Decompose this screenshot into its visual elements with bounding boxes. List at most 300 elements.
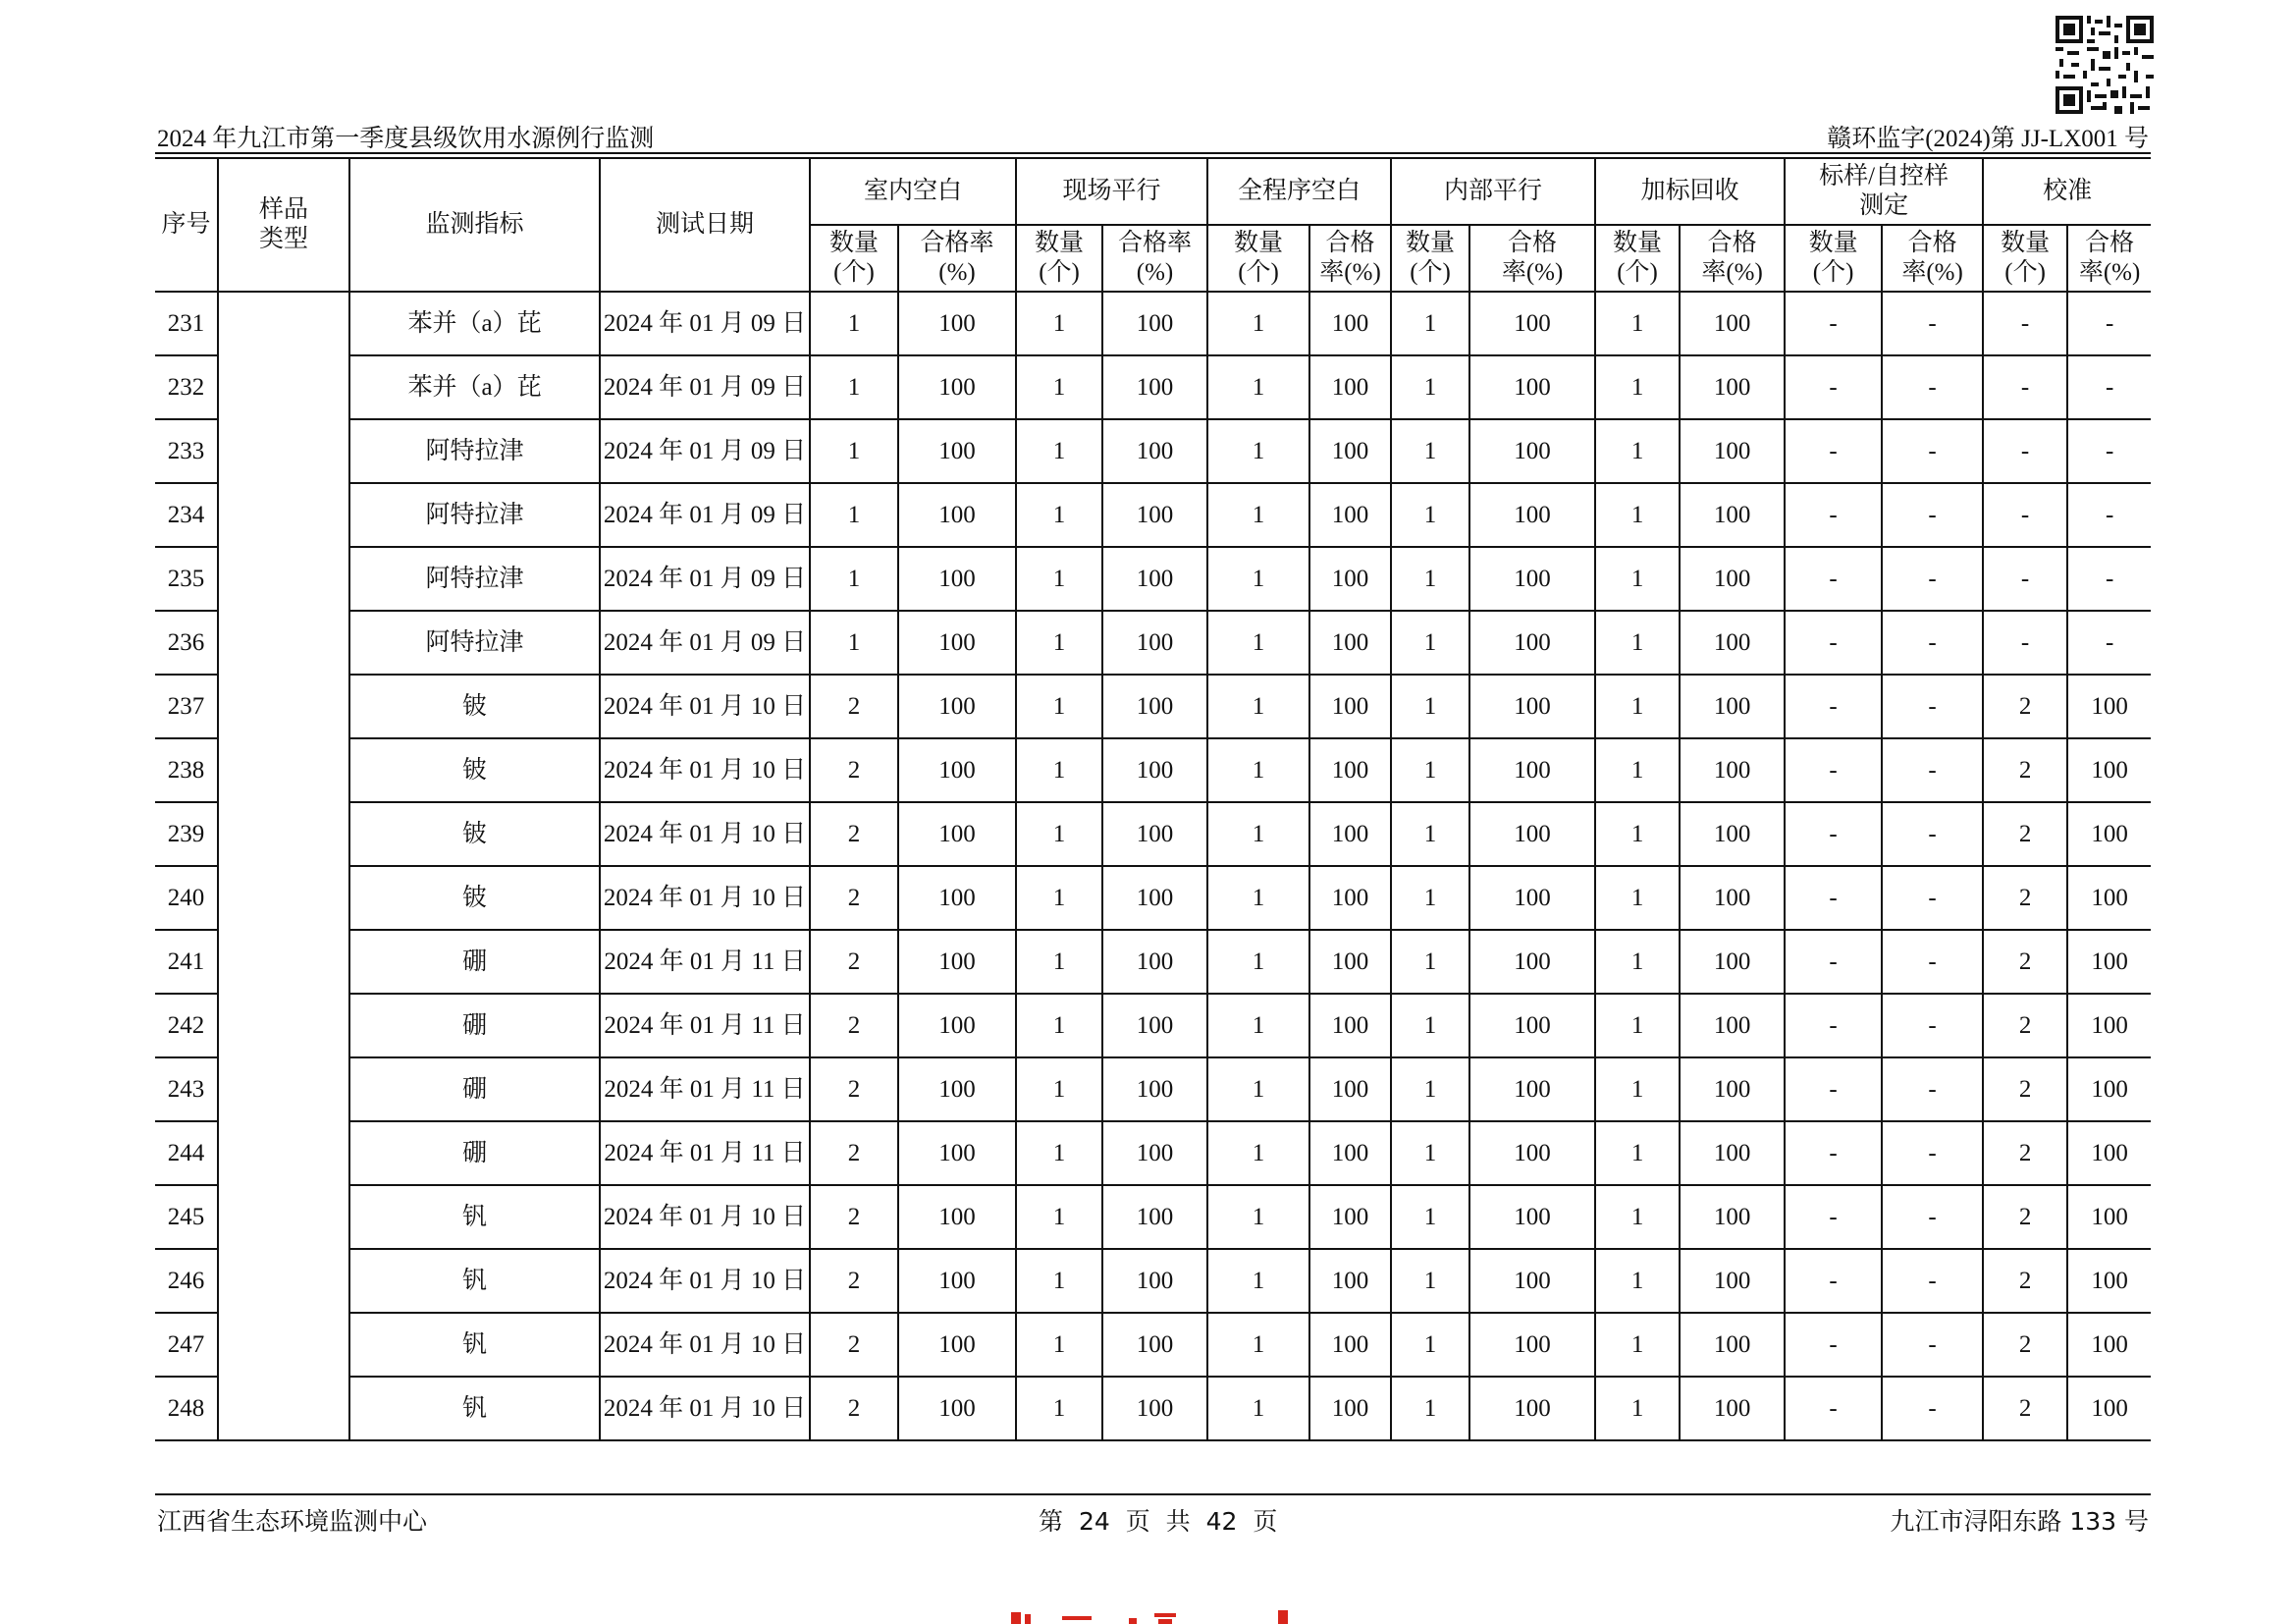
cell-count: 1: [1207, 930, 1309, 994]
cell-pass-rate: 100: [1309, 994, 1391, 1057]
cell-pass-rate: 100: [1469, 1249, 1595, 1313]
cell-pass-rate: 100: [1102, 994, 1207, 1057]
row-test-date: 2024 年 01 月 10 日: [600, 1249, 810, 1313]
row-seq: 236: [155, 611, 218, 675]
cell-count: 1: [1016, 1313, 1102, 1377]
cell-pass-rate: 100: [898, 483, 1016, 547]
table-row: [155, 1249, 2151, 1313]
cell-count: 1: [1207, 355, 1309, 419]
row-indicator: 硼: [349, 1121, 600, 1185]
sub-header-count: 数量 (个): [1595, 225, 1680, 292]
cell-count: 1: [1016, 483, 1102, 547]
cell-count: 2: [1983, 675, 2067, 738]
cell-count: 1: [1016, 1121, 1102, 1185]
cell-count: 1: [1595, 611, 1680, 675]
cell-pass-rate: 100: [2067, 1121, 2151, 1185]
cell-pass-rate: 100: [2067, 1249, 2151, 1313]
sub-header-rate: 合格率 (%): [1102, 225, 1207, 292]
official-seal-stamp: [1011, 1610, 1296, 1624]
row-test-date: 2024 年 01 月 09 日: [600, 292, 810, 355]
cell-count: 1: [1016, 1185, 1102, 1249]
sub-header-rate: 合格 率(%): [2067, 225, 2151, 292]
cell-pass-rate: 100: [1102, 355, 1207, 419]
row-seq: 234: [155, 483, 218, 547]
cell-count: -: [1983, 292, 2067, 355]
cell-pass-rate: 100: [1469, 866, 1595, 930]
cell-pass-rate: 100: [1469, 738, 1595, 802]
row-indicator: 阿特拉津: [349, 483, 600, 547]
cell-pass-rate: 100: [898, 419, 1016, 483]
cell-pass-rate: -: [2067, 547, 2151, 611]
cell-pass-rate: 100: [1309, 1249, 1391, 1313]
row-seq: 242: [155, 994, 218, 1057]
cell-count: 1: [1595, 483, 1680, 547]
sub-header-rate: 合格 率(%): [1882, 225, 1983, 292]
row-test-date: 2024 年 01 月 11 日: [600, 994, 810, 1057]
cell-count: 2: [1983, 930, 2067, 994]
row-seq: 231: [155, 292, 218, 355]
cell-pass-rate: 100: [1680, 483, 1785, 547]
cell-count: -: [1785, 292, 1882, 355]
cell-count: -: [1785, 1313, 1882, 1377]
cell-count: 1: [1391, 994, 1469, 1057]
cell-count: 1: [1016, 866, 1102, 930]
cell-count: 1: [1595, 675, 1680, 738]
group-header-standard-sample: 标样/自控样 测定: [1785, 158, 1983, 225]
cell-count: 2: [1983, 1057, 2067, 1121]
cell-pass-rate: -: [1882, 675, 1983, 738]
group-header-spike-recovery: 加标回收: [1595, 158, 1785, 225]
cell-pass-rate: -: [1882, 1249, 1983, 1313]
row-test-date: 2024 年 01 月 09 日: [600, 611, 810, 675]
cell-pass-rate: 100: [1102, 547, 1207, 611]
cell-count: 1: [1391, 1185, 1469, 1249]
cell-pass-rate: -: [2067, 483, 2151, 547]
row-test-date: 2024 年 01 月 10 日: [600, 1377, 810, 1440]
row-test-date: 2024 年 01 月 10 日: [600, 738, 810, 802]
cell-count: -: [1983, 355, 2067, 419]
sub-header-rate: 合格 率(%): [1680, 225, 1785, 292]
cell-count: 2: [810, 1185, 898, 1249]
table-row: [155, 419, 2151, 483]
row-indicator: 阿特拉津: [349, 547, 600, 611]
cell-count: 1: [1016, 292, 1102, 355]
row-indicator: 铍: [349, 738, 600, 802]
cell-pass-rate: 100: [1680, 1185, 1785, 1249]
cell-pass-rate: 100: [2067, 930, 2151, 994]
cell-pass-rate: 100: [898, 1121, 1016, 1185]
cell-pass-rate: 100: [1469, 1377, 1595, 1440]
cell-count: -: [1785, 738, 1882, 802]
cell-count: 1: [1391, 738, 1469, 802]
cell-pass-rate: 100: [1680, 1121, 1785, 1185]
table-row: [155, 675, 2151, 738]
cell-count: 1: [1391, 802, 1469, 866]
document-number: 赣环监字(2024)第 JJ-LX001 号: [1827, 126, 2149, 152]
row-test-date: 2024 年 01 月 10 日: [600, 1313, 810, 1377]
cell-pass-rate: 100: [898, 547, 1016, 611]
cell-pass-rate: 100: [1469, 547, 1595, 611]
table-row: [155, 1313, 2151, 1377]
group-header-lab-blank: 室内空白: [810, 158, 1016, 225]
row-test-date: 2024 年 01 月 11 日: [600, 1121, 810, 1185]
row-indicator: 硼: [349, 994, 600, 1057]
cell-count: -: [1983, 419, 2067, 483]
row-seq: 244: [155, 1121, 218, 1185]
cell-pass-rate: 100: [1309, 930, 1391, 994]
cell-pass-rate: 100: [1309, 292, 1391, 355]
cell-count: 1: [1391, 1249, 1469, 1313]
cell-pass-rate: 100: [1680, 355, 1785, 419]
cell-count: -: [1785, 1057, 1882, 1121]
cell-pass-rate: -: [1882, 1121, 1983, 1185]
cell-count: 1: [1207, 866, 1309, 930]
cell-pass-rate: 100: [2067, 1057, 2151, 1121]
cell-count: 2: [1983, 1249, 2067, 1313]
cell-pass-rate: 100: [898, 1249, 1016, 1313]
cell-count: 1: [810, 547, 898, 611]
cell-pass-rate: 100: [1680, 1377, 1785, 1440]
sub-header-count: 数量 (个): [1016, 225, 1102, 292]
qr-code: [2056, 16, 2154, 114]
group-header-internal-parallel: 内部平行: [1391, 158, 1595, 225]
row-test-date: 2024 年 01 月 11 日: [600, 930, 810, 994]
cell-count: 2: [810, 1057, 898, 1121]
table-row: [155, 802, 2151, 866]
cell-count: 1: [1016, 802, 1102, 866]
cell-pass-rate: -: [2067, 611, 2151, 675]
row-indicator: 钒: [349, 1313, 600, 1377]
cell-count: 1: [1207, 483, 1309, 547]
cell-count: 2: [810, 1313, 898, 1377]
cell-count: 1: [1391, 1377, 1469, 1440]
row-indicator: 硼: [349, 930, 600, 994]
cell-pass-rate: -: [1882, 1313, 1983, 1377]
cell-pass-rate: -: [1882, 738, 1983, 802]
row-seq: 245: [155, 1185, 218, 1249]
cell-pass-rate: 100: [898, 1185, 1016, 1249]
cell-count: 2: [810, 1377, 898, 1440]
cell-count: 2: [1983, 1313, 2067, 1377]
cell-pass-rate: 100: [1102, 738, 1207, 802]
cell-count: -: [1785, 547, 1882, 611]
cell-pass-rate: 100: [1102, 292, 1207, 355]
cell-pass-rate: 100: [1469, 1185, 1595, 1249]
cell-pass-rate: 100: [1680, 611, 1785, 675]
cell-pass-rate: 100: [1102, 611, 1207, 675]
cell-pass-rate: 100: [1680, 994, 1785, 1057]
cell-pass-rate: -: [2067, 419, 2151, 483]
cell-pass-rate: 100: [2067, 1313, 2151, 1377]
row-seq: 243: [155, 1057, 218, 1121]
cell-pass-rate: 100: [898, 1057, 1016, 1121]
cell-count: 1: [1391, 675, 1469, 738]
cell-pass-rate: 100: [1680, 802, 1785, 866]
cell-pass-rate: 100: [1309, 483, 1391, 547]
sub-header-count: 数量 (个): [1785, 225, 1882, 292]
cell-pass-rate: 100: [898, 738, 1016, 802]
row-seq: 241: [155, 930, 218, 994]
cell-count: 1: [1207, 547, 1309, 611]
cell-count: 2: [810, 1121, 898, 1185]
cell-pass-rate: 100: [1102, 1185, 1207, 1249]
cell-count: 1: [1391, 483, 1469, 547]
table-row: [155, 1185, 2151, 1249]
cell-count: 1: [1391, 355, 1469, 419]
row-seq: 248: [155, 1377, 218, 1440]
table-row: [155, 611, 2151, 675]
cell-pass-rate: 100: [1309, 1185, 1391, 1249]
cell-count: -: [1785, 675, 1882, 738]
cell-count: -: [1785, 1185, 1882, 1249]
cell-count: 1: [1595, 547, 1680, 611]
cell-pass-rate: 100: [1102, 930, 1207, 994]
row-test-date: 2024 年 01 月 09 日: [600, 483, 810, 547]
cell-count: 1: [1595, 866, 1680, 930]
sub-header-count: 数量 (个): [1983, 225, 2067, 292]
cell-count: -: [1785, 866, 1882, 930]
cell-count: 2: [810, 1249, 898, 1313]
cell-pass-rate: -: [2067, 292, 2151, 355]
cell-count: 2: [810, 802, 898, 866]
cell-pass-rate: -: [1882, 1377, 1983, 1440]
cell-pass-rate: 100: [1469, 611, 1595, 675]
cell-pass-rate: 100: [1309, 547, 1391, 611]
row-seq: 240: [155, 866, 218, 930]
cell-count: 1: [1207, 1377, 1309, 1440]
cell-count: 1: [1207, 1057, 1309, 1121]
cell-pass-rate: -: [1882, 355, 1983, 419]
cell-pass-rate: 100: [1469, 1057, 1595, 1121]
cell-count: 1: [1595, 419, 1680, 483]
cell-count: 1: [1207, 611, 1309, 675]
cell-count: 1: [1595, 930, 1680, 994]
cell-pass-rate: -: [1882, 419, 1983, 483]
cell-pass-rate: 100: [1469, 675, 1595, 738]
row-test-date: 2024 年 01 月 10 日: [600, 802, 810, 866]
cell-count: 2: [810, 866, 898, 930]
table-row: [155, 547, 2151, 611]
row-indicator: 苯并（a）芘: [349, 355, 600, 419]
row-indicator: 钒: [349, 1377, 600, 1440]
cell-count: -: [1785, 802, 1882, 866]
cell-pass-rate: 100: [1309, 1313, 1391, 1377]
cell-pass-rate: 100: [898, 930, 1016, 994]
cell-count: 1: [810, 292, 898, 355]
row-seq: 238: [155, 738, 218, 802]
cell-pass-rate: -: [2067, 355, 2151, 419]
cell-pass-rate: 100: [1680, 419, 1785, 483]
cell-count: -: [1785, 1121, 1882, 1185]
cell-pass-rate: 100: [1469, 1121, 1595, 1185]
cell-count: 1: [1207, 675, 1309, 738]
cell-count: 1: [1207, 1185, 1309, 1249]
cell-pass-rate: -: [1882, 292, 1983, 355]
cell-pass-rate: 100: [1469, 802, 1595, 866]
sub-header-count: 数量 (个): [1391, 225, 1469, 292]
table-row: [155, 994, 2151, 1057]
cell-count: -: [1983, 611, 2067, 675]
cell-count: 1: [810, 355, 898, 419]
footer-rule: [155, 1493, 2151, 1495]
cell-count: 2: [810, 675, 898, 738]
cell-count: 1: [1595, 1313, 1680, 1377]
cell-pass-rate: -: [1882, 1185, 1983, 1249]
cell-count: 1: [1595, 1185, 1680, 1249]
cell-pass-rate: 100: [1469, 930, 1595, 994]
report-title: 2024 年九江市第一季度县级饮用水源例行监测: [157, 126, 655, 152]
row-seq: 233: [155, 419, 218, 483]
cell-pass-rate: 100: [898, 675, 1016, 738]
cell-pass-rate: 100: [1309, 1377, 1391, 1440]
cell-pass-rate: 100: [1309, 675, 1391, 738]
row-indicator: 钒: [349, 1249, 600, 1313]
table-row: [155, 1377, 2151, 1440]
group-header-calibration: 校准: [1983, 158, 2151, 225]
cell-pass-rate: 100: [1469, 292, 1595, 355]
cell-count: 1: [1016, 419, 1102, 483]
row-test-date: 2024 年 01 月 10 日: [600, 866, 810, 930]
table-row: [155, 1057, 2151, 1121]
cell-count: -: [1785, 483, 1882, 547]
cell-count: 2: [810, 994, 898, 1057]
cell-count: -: [1785, 1377, 1882, 1440]
sub-header-rate: 合格 率(%): [1469, 225, 1595, 292]
cell-pass-rate: 100: [1469, 483, 1595, 547]
cell-pass-rate: 100: [1680, 547, 1785, 611]
cell-pass-rate: 100: [1102, 1057, 1207, 1121]
cell-count: 2: [1983, 866, 2067, 930]
cell-count: 1: [1207, 1249, 1309, 1313]
group-header-full-blank: 全程序空白: [1207, 158, 1391, 225]
table-row: [155, 866, 2151, 930]
cell-count: 1: [1391, 547, 1469, 611]
cell-count: -: [1983, 483, 2067, 547]
cell-pass-rate: 100: [898, 994, 1016, 1057]
cell-pass-rate: 100: [1680, 292, 1785, 355]
cell-count: 1: [810, 483, 898, 547]
cell-count: 1: [1391, 1121, 1469, 1185]
footer-page-number: 第 24 页 共 42 页: [1039, 1507, 1278, 1536]
cell-pass-rate: 100: [898, 866, 1016, 930]
cell-pass-rate: 100: [1102, 419, 1207, 483]
cell-pass-rate: 100: [1680, 1249, 1785, 1313]
cell-pass-rate: 100: [1309, 419, 1391, 483]
cell-count: 1: [1391, 292, 1469, 355]
cell-pass-rate: 100: [1309, 866, 1391, 930]
table-row: [155, 355, 2151, 419]
cell-count: -: [1785, 930, 1882, 994]
cell-pass-rate: 100: [1680, 675, 1785, 738]
cell-pass-rate: 100: [898, 1377, 1016, 1440]
cell-count: 1: [1207, 738, 1309, 802]
cell-count: 1: [1016, 930, 1102, 994]
cell-pass-rate: 100: [2067, 866, 2151, 930]
cell-count: 1: [1016, 1377, 1102, 1440]
table-row: [155, 930, 2151, 994]
row-seq: 247: [155, 1313, 218, 1377]
row-seq: 235: [155, 547, 218, 611]
cell-pass-rate: 100: [1309, 355, 1391, 419]
row-indicator: 铍: [349, 866, 600, 930]
cell-count: -: [1785, 994, 1882, 1057]
table-row: [155, 483, 2151, 547]
row-indicator: 铍: [349, 802, 600, 866]
table-row: [155, 1121, 2151, 1185]
group-header-field-parallel: 现场平行: [1016, 158, 1207, 225]
col-seq-header: 序号: [155, 158, 218, 292]
cell-pass-rate: 100: [2067, 1185, 2151, 1249]
table-body: [155, 292, 2151, 1440]
cell-pass-rate: -: [1882, 802, 1983, 866]
row-indicator: 铍: [349, 675, 600, 738]
cell-pass-rate: 100: [2067, 1377, 2151, 1440]
cell-pass-rate: 100: [1102, 802, 1207, 866]
cell-pass-rate: 100: [1102, 1121, 1207, 1185]
cell-count: -: [1785, 1249, 1882, 1313]
row-indicator: 钒: [349, 1185, 600, 1249]
cell-pass-rate: -: [1882, 611, 1983, 675]
cell-count: 1: [1016, 611, 1102, 675]
cell-count: 2: [1983, 802, 2067, 866]
cell-count: -: [1785, 419, 1882, 483]
cell-count: 1: [1016, 1057, 1102, 1121]
cell-pass-rate: 100: [2067, 994, 2151, 1057]
cell-pass-rate: 100: [1102, 866, 1207, 930]
row-test-date: 2024 年 01 月 11 日: [600, 1057, 810, 1121]
cell-pass-rate: 100: [1309, 1121, 1391, 1185]
row-seq: 232: [155, 355, 218, 419]
cell-pass-rate: 100: [898, 292, 1016, 355]
cell-count: 1: [1016, 1249, 1102, 1313]
table-row: [155, 738, 2151, 802]
sub-header-count: 数量 (个): [1207, 225, 1309, 292]
cell-pass-rate: 100: [1309, 802, 1391, 866]
cell-count: 1: [1595, 802, 1680, 866]
cell-count: 2: [1983, 1377, 2067, 1440]
cell-count: 1: [1595, 1377, 1680, 1440]
cell-count: 1: [1207, 1121, 1309, 1185]
cell-pass-rate: 100: [1102, 1249, 1207, 1313]
cell-pass-rate: 100: [1680, 1057, 1785, 1121]
footer-organization: 江西省生态环境监测中心: [157, 1507, 428, 1536]
sample-type-cell: [218, 292, 349, 1440]
cell-count: 2: [1983, 738, 2067, 802]
cell-pass-rate: 100: [1469, 1313, 1595, 1377]
cell-pass-rate: 100: [1102, 1313, 1207, 1377]
row-indicator: 阿特拉津: [349, 419, 600, 483]
header-rule: [155, 152, 2151, 154]
sub-header-rate: 合格率 (%): [898, 225, 1016, 292]
row-test-date: 2024 年 01 月 09 日: [600, 355, 810, 419]
cell-count: 1: [1595, 355, 1680, 419]
cell-pass-rate: 100: [898, 611, 1016, 675]
cell-count: 1: [1595, 1249, 1680, 1313]
cell-pass-rate: 100: [1469, 419, 1595, 483]
cell-pass-rate: 100: [2067, 675, 2151, 738]
cell-count: -: [1785, 611, 1882, 675]
row-indicator: 苯并（a）芘: [349, 292, 600, 355]
cell-count: 1: [1391, 866, 1469, 930]
cell-count: 1: [1391, 611, 1469, 675]
cell-pass-rate: 100: [1309, 738, 1391, 802]
cell-count: 1: [1207, 419, 1309, 483]
row-seq: 237: [155, 675, 218, 738]
cell-count: 1: [1391, 419, 1469, 483]
cell-pass-rate: 100: [1102, 675, 1207, 738]
cell-count: 1: [1207, 802, 1309, 866]
cell-count: 2: [1983, 1121, 2067, 1185]
